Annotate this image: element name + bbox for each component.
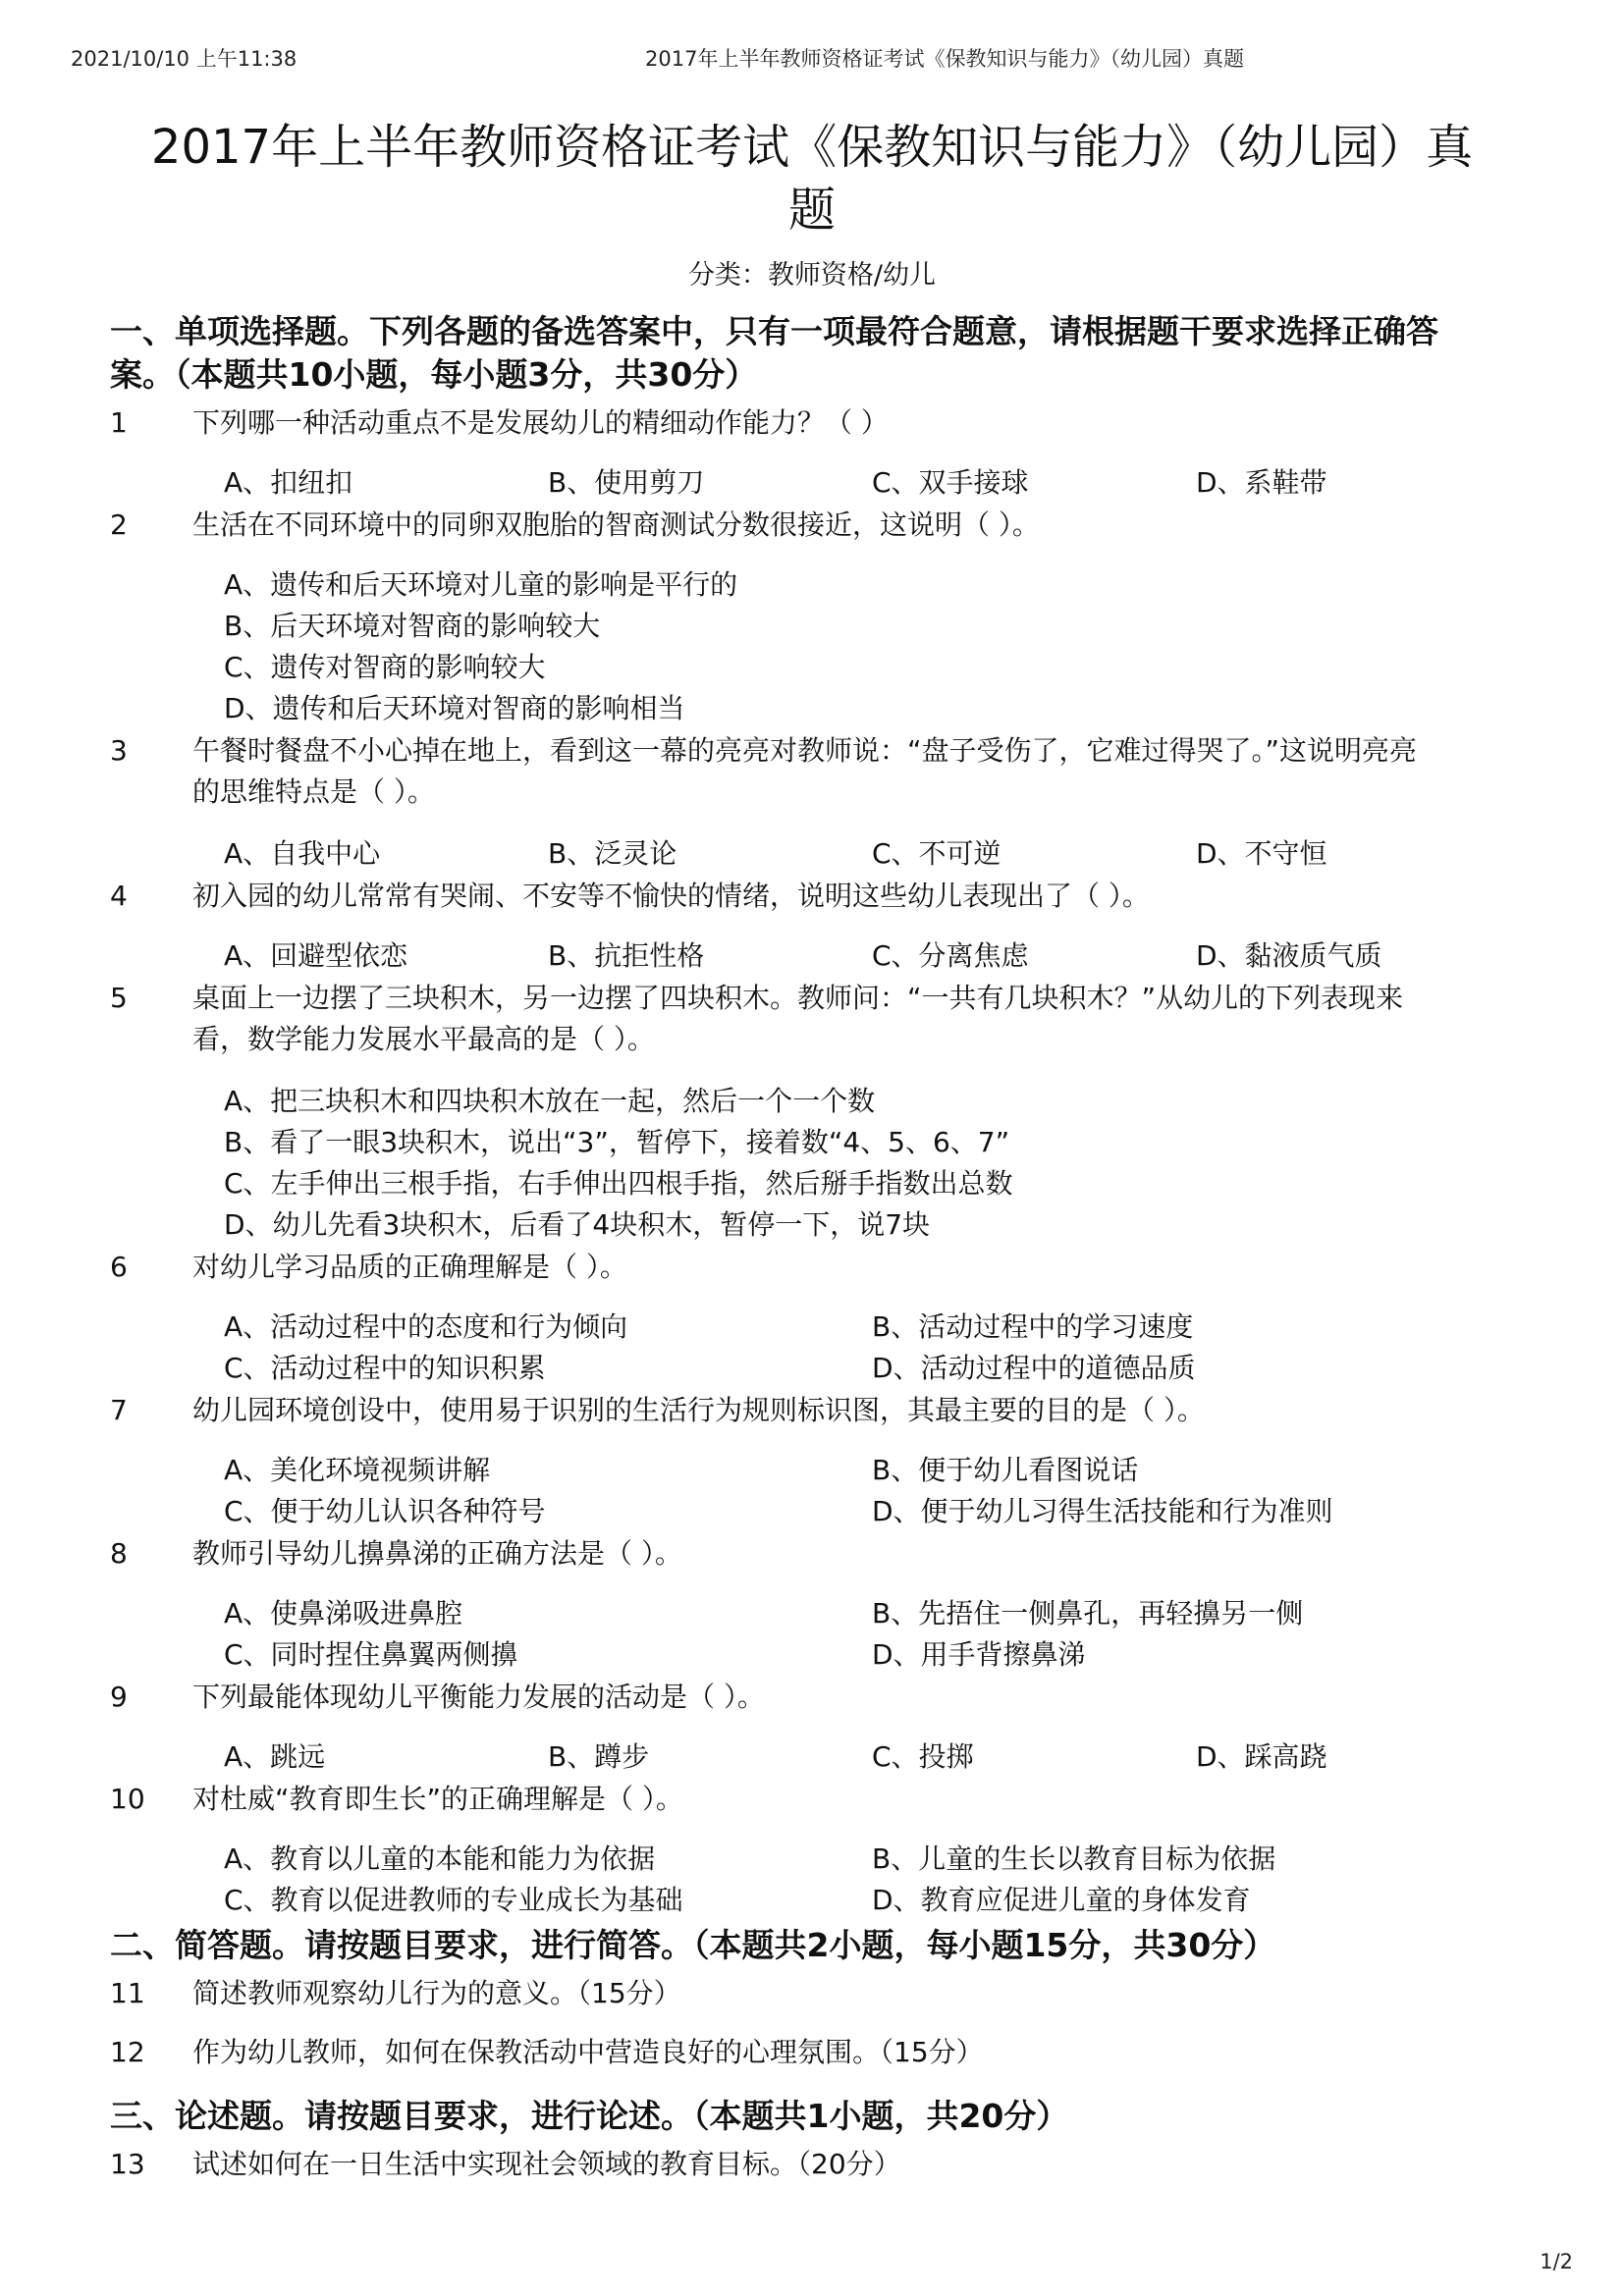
question-9-option-b: B、蹲步 [548, 1740, 650, 1773]
document-title-line-2: 题 [787, 183, 836, 238]
question-number: 1 [110, 406, 128, 439]
question-1-option-b: B、使用剪刀 [548, 466, 705, 499]
question-text: 对杜威“教育即生长”的正确理解是（ ）。 [192, 1783, 683, 1815]
question-7-option-c: C、便于幼儿认识各种符号 [224, 1495, 546, 1527]
question-text: 下列最能体现幼儿平衡能力发展的活动是（ ）。 [192, 1681, 765, 1713]
question-8-option-c: C、同时捏住鼻翼两侧擤 [224, 1638, 518, 1671]
question-9-option-c: C、投掷 [872, 1740, 974, 1773]
question-text: 下列哪一种活动重点不是发展幼儿的精细动作能力？（ ） [192, 406, 889, 439]
section-1-heading [110, 310, 1524, 397]
question-6-option-c: C、活动过程中的知识积累 [224, 1352, 546, 1384]
question-number: 3 [110, 734, 128, 767]
question-7-option-a: A、美化环境视频讲解 [224, 1454, 491, 1486]
question-5-option-b: B、看了一眼3块积木，说出“3”，暂停下，接着数“4、5、6、7” [224, 1126, 1010, 1158]
question-text [192, 730, 1587, 813]
question-10-option-b: B、儿童的生长以教育目标为依据 [872, 1842, 1276, 1875]
question-1-option-d: D、系鞋带 [1196, 466, 1327, 499]
question-text: 教师引导幼儿擤鼻涕的正确方法是（ ）。 [192, 1537, 682, 1570]
question-8-option-d: D、用手背擦鼻涕 [872, 1638, 1086, 1671]
section-3-heading: 三、论述题。请按题目要求，进行论述。（本题共1小题，共20分） [110, 2097, 1069, 2135]
page-number: 1/2 [1540, 2250, 1573, 2273]
question-4-option-b: B、抗拒性格 [548, 939, 705, 972]
question-text-line-2: 的思维特点是（ ）。 [192, 775, 435, 808]
question-5-option-d: D、幼儿先看3块积木，后看了4块积木，暂停一下，说7块 [224, 1208, 931, 1241]
question-2-option-b: B、后天环境对智商的影响较大 [224, 610, 601, 642]
question-text: 初入园的幼儿常常有哭闹、不安等不愉快的情绪，说明这些幼儿表现出了（ ）。 [192, 880, 1150, 912]
question-text-line-1: 桌面上一边摆了三块积木，另一边摆了四块积木。教师问：“一共有几块积木？”从幼儿的下列表现来 [192, 982, 1404, 1014]
question-6-option-a: A、活动过程中的态度和行为倾向 [224, 1310, 628, 1343]
section-1-heading-line-2: 案。（本题共10小题，每小题3分，共30分） [110, 355, 758, 394]
question-10-option-d: D、教育应促进儿童的身体发育 [872, 1884, 1251, 1916]
question-number: 13 [110, 2148, 145, 2180]
print-header-title: 2017年上半年教师资格证考试《保教知识与能力》（幼儿园）真题 [645, 47, 1244, 71]
question-4-option-a: A、回避型依恋 [224, 939, 408, 972]
question-6-option-b: B、活动过程中的学习速度 [872, 1310, 1194, 1343]
print-header [71, 43, 1553, 73]
question-3-option-a: A、自我中心 [224, 837, 381, 870]
question-10-option-c: C、教育以促进教师的专业成长为基础 [224, 1884, 683, 1916]
question-1-option-a: A、扣纽扣 [224, 466, 353, 499]
question-text: 生活在不同环境中的同卵双胞胎的智商测试分数很接近，这说明（ ）。 [192, 508, 1040, 541]
section-1-heading-line-1: 一、单项选择题。下列各题的备选答案中，只有一项最符合题意，请根据题干要求选择正确答 [110, 312, 1438, 350]
question-number: 10 [110, 1783, 145, 1815]
question-number: 11 [110, 1977, 145, 2009]
question-text: 试述如何在一日生活中实现社会领域的教育目标。（20分） [192, 2148, 901, 2180]
document-title [98, 116, 1526, 241]
question-text-line-2: 看，数学能力发展水平最高的是（ ）。 [192, 1023, 655, 1055]
question-2-option-a: A、遗传和后天环境对儿童的影响是平行的 [224, 568, 738, 601]
question-number: 6 [110, 1251, 128, 1283]
question-text: 简述教师观察幼儿行为的意义。（15分） [192, 1977, 681, 2009]
question-2-option-d: D、遗传和后天环境对智商的影响相当 [224, 692, 685, 724]
question-3 [110, 730, 1524, 813]
print-date: 2021/10/10 上午11:38 [71, 47, 298, 71]
question-number: 12 [110, 2036, 145, 2068]
question-text-line-1: 午餐时餐盘不小心掉在地上，看到这一幕的亮亮对教师说：“盘子受伤了，它难过得哭了。”这说明亮亮 [192, 734, 1418, 767]
section-2-heading: 二、简答题。请按题目要求，进行简答。（本题共2小题，每小题15分，共30分） [110, 1926, 1276, 1964]
question-9-option-d: D、踩高跷 [1196, 1740, 1327, 1773]
question-number: 9 [110, 1681, 128, 1713]
question-4-option-d: D、黏液质气质 [1196, 939, 1382, 972]
question-8-option-b: B、先捂住一侧鼻孔，再轻擤另一侧 [872, 1597, 1304, 1629]
question-text: 作为幼儿教师，如何在保教活动中营造良好的心理氛围。（15分） [192, 2036, 984, 2068]
question-5-option-c: C、左手伸出三根手指，右手伸出四根手指，然后掰手指数出总数 [224, 1167, 1013, 1200]
question-text: 对幼儿学习品质的正确理解是（ ）。 [192, 1251, 627, 1283]
question-5 [110, 978, 1524, 1060]
question-2-option-c: C、遗传对智商的影响较大 [224, 651, 546, 683]
question-3-option-d: D、不守恒 [1196, 837, 1327, 870]
question-4-option-c: C、分离焦虑 [872, 939, 1029, 972]
question-text [192, 978, 1587, 1060]
question-8-option-a: A、使鼻涕吸进鼻腔 [224, 1597, 463, 1629]
question-5-option-a: A、把三块积木和四块积木放在一起，然后一个一个数 [224, 1085, 876, 1117]
category-label: 分类：教师资格/幼儿 [687, 260, 937, 291]
question-10-option-a: A、教育以儿童的本能和能力为依据 [224, 1842, 656, 1875]
document-title-line-1: 2017年上半年教师资格证考试《保教知识与能力》（幼儿园）真 [150, 120, 1474, 175]
question-3-option-b: B、泛灵论 [548, 837, 677, 870]
question-text: 幼儿园环境创设中，使用易于识别的生活行为规则标识图，其最主要的目的是（ ）。 [192, 1394, 1205, 1426]
question-7-option-b: B、便于幼儿看图说话 [872, 1454, 1139, 1486]
question-number: 2 [110, 508, 128, 541]
question-number: 8 [110, 1537, 128, 1570]
question-number: 7 [110, 1394, 128, 1426]
question-9-option-a: A、跳远 [224, 1740, 326, 1773]
question-number: 4 [110, 880, 128, 912]
question-1-option-c: C、双手接球 [872, 466, 1029, 499]
question-7-option-d: D、便于幼儿习得生活技能和行为准则 [872, 1495, 1333, 1527]
question-6-option-d: D、活动过程中的道德品质 [872, 1352, 1196, 1384]
question-3-option-c: C、不可逆 [872, 837, 1001, 870]
question-number: 5 [110, 982, 128, 1014]
